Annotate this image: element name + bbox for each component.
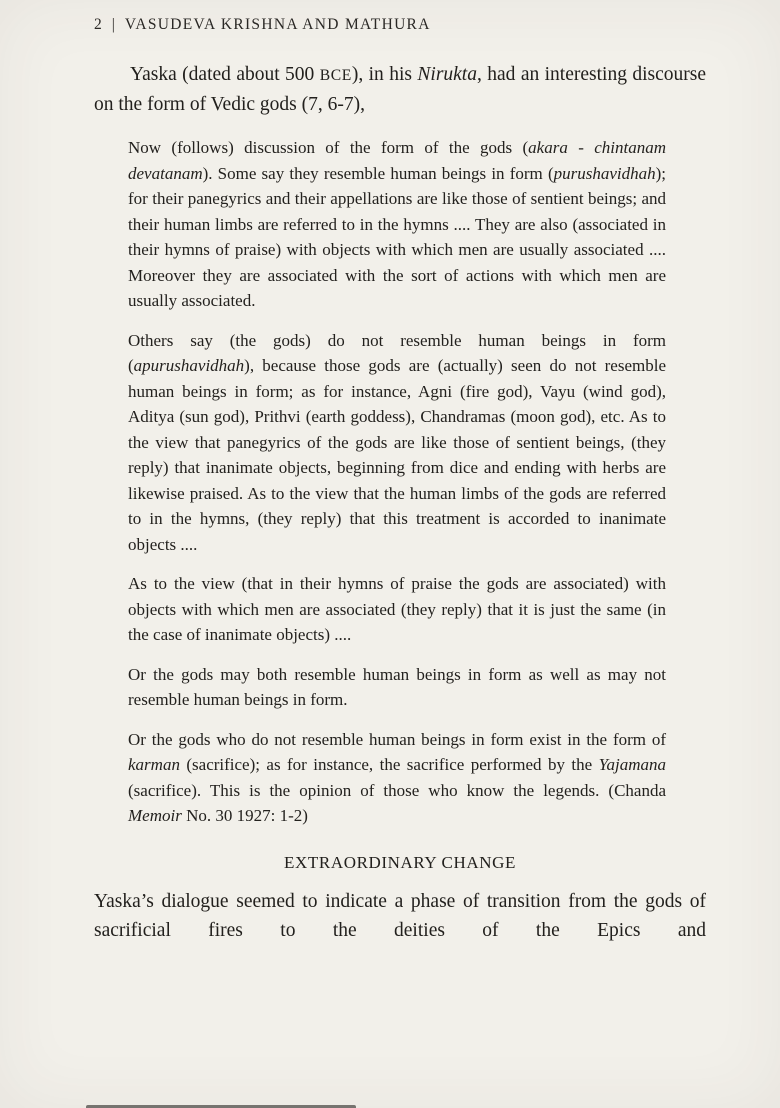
section-heading: EXTRAORDINARY CHANGE [284, 852, 516, 872]
quote-paragraph-1: Now (follows) discussion of the form of the gods (akara - chintanam devatanam). Some say they resemble human beings in form (purushavidhah); for their panegyrics and their appellations are like those of sentient beings; and their human limbs are referred to in the hymns .... They are also (associated in their hymns of praise) with objects with which men are usually associated .... Moreover they are associated with the sort of actions with which men are usually associated. [128, 138, 666, 310]
quote-paragraph-5: Or the gods who do not resemble human beings in form exist in the form of karman (sacrifice); as for instance, the sacrifice performed by the Yajamana (sacrifice). This is the opinion of those who know the legends. (Chanda Memoir No. 30 1927: 1-2) [128, 729, 666, 825]
intro-paragraph: Yaska (dated about 500 BCE), in his Nirukta, had an interesting discourse on the form of Vedic gods (7, 6-7), [94, 64, 707, 115]
closing-paragraph: Yaska’s dialogue seemed to indicate a phase of transition from the gods of sacrificial fires to the deities of the Epics and [94, 890, 706, 941]
running-header [94, 16, 706, 34]
block-quote [128, 135, 666, 829]
header-separator: | [111, 16, 116, 33]
quote-paragraph-3: As to the view (that in their hymns of praise the gods are associated) with objects with which men are associated (they reply) that it is just the same (in the case of inanimate objects) .... [128, 574, 666, 644]
quote-paragraph-2: Others say (the gods) do not resemble human beings in form (apurushavidhah), because those gods are (actually) seen do not resemble human beings in form; as for instance, Agni (fire god), Vayu (wind god), Aditya (sun god), Prithvi (earth goddess), Chandramas (moon god), etc. As to the view that panegyrics of the gods are like those of sentient beings, (they reply) that inanimate objects, beginning from dice and ending with herbs are likewise praised. As to the view that the human limbs of the gods are referred to in the hymns, (they reply) that this treatment is accorded to inanimate objects .... [128, 330, 666, 554]
quote-paragraph-4: Or the gods may both resemble human beings in form as well as may not resemble human beings in form. [128, 664, 666, 709]
book-title: VASUDEVA KRISHNA AND MATHURA [124, 16, 431, 33]
page-number: 2 [94, 16, 103, 33]
